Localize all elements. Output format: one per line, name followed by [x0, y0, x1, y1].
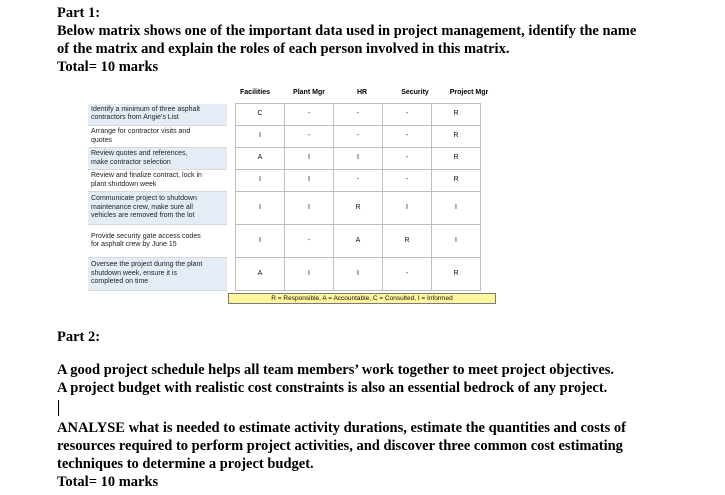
part1-total: Total= 10 marks [57, 59, 159, 75]
raci-cell: - [383, 170, 432, 192]
task-text: Arrange for contractor visits and [91, 128, 191, 135]
task-text: completed on time [91, 278, 149, 286]
spacer-cell [227, 126, 236, 148]
header-facilities: Facilities [240, 89, 270, 96]
header-project-mgr: Project Mgr [449, 89, 489, 96]
matrix-row [88, 148, 481, 170]
task-text: make contractor selection [91, 158, 171, 166]
raci-cell: - [334, 126, 383, 148]
part1-question-line-2: of the matrix and explain the roles of each person involved in this matrix. [57, 41, 510, 57]
raci-cell: I [383, 192, 432, 225]
task-text: for asphalt crew by June 15 [91, 241, 177, 248]
raci-cell: - [334, 104, 383, 126]
header-hr: HR [356, 89, 368, 96]
matrix-row [88, 258, 481, 291]
raci-cell: I [334, 258, 383, 291]
matrix-row [88, 104, 481, 126]
part1-section [57, 4, 717, 76]
raci-cell: - [285, 104, 334, 126]
raci-cell: I [285, 258, 334, 291]
task-text: contractors from Angie's List [91, 114, 179, 122]
raci-cell: R [383, 225, 432, 258]
part2-line-2: A project budget with realistic cost constraints is also an essential bedrock of any project. [57, 380, 608, 396]
raci-cell: I [236, 192, 285, 225]
raci-cell: - [383, 126, 432, 148]
raci-cell: I [285, 192, 334, 225]
raci-cell: A [236, 148, 285, 170]
task-text: plant shutdown week [91, 180, 157, 188]
raci-cell: R [334, 192, 383, 225]
part1-title: Part 1: [57, 5, 101, 21]
task-text: Review and finalize contract, lock in [91, 172, 202, 179]
raci-cell: - [383, 148, 432, 170]
raci-cell: - [285, 126, 334, 148]
raci-cell: - [383, 104, 432, 126]
task-cell [88, 148, 227, 170]
raci-cell: I [432, 192, 481, 225]
spacer-cell [227, 258, 236, 291]
part2-total: Total= 10 marks [57, 474, 159, 490]
spacer-cell [227, 104, 236, 126]
matrix-legend: R = Responsible, A = Accountable, C = Consulted, I = Informed [228, 293, 496, 304]
task-cell [88, 192, 227, 225]
task-text: Oversee the project during the plant [91, 261, 203, 269]
header-security: Security [401, 89, 429, 96]
task-text: Communicate project to shutdown [91, 195, 197, 203]
raci-cell: I [236, 126, 285, 148]
task-text: Provide security gate access codes [91, 232, 201, 240]
task-text: maintenance crew, make sure all [91, 203, 193, 211]
raci-cell: I [285, 148, 334, 170]
matrix-row [88, 192, 481, 225]
matrix-table [88, 103, 481, 291]
raci-cell: R [432, 170, 481, 192]
raci-cell: R [432, 104, 481, 126]
raci-cell: A [236, 258, 285, 291]
part2-line-5: techniques to determine a project budget. [57, 456, 314, 472]
raci-cell: I [236, 225, 285, 258]
raci-cell: I [432, 225, 481, 258]
part2-line-1: A good project schedule helps all team members’ work together to meet project objectives. [57, 362, 615, 378]
raci-cell: I [236, 170, 285, 192]
part2-title: Part 2: [57, 329, 101, 345]
task-text: vehicles are removed from the lot [91, 212, 195, 220]
raci-cell: I [285, 170, 334, 192]
raci-cell: - [334, 170, 383, 192]
matrix-row [88, 126, 481, 148]
raci-cell: R [432, 126, 481, 148]
raci-cell: A [334, 225, 383, 258]
spacer-cell [227, 192, 236, 225]
task-text: Identify a minimum of three asphalt [91, 105, 200, 113]
raci-cell: R [432, 258, 481, 291]
raci-cell: - [383, 258, 432, 291]
task-cell [88, 170, 227, 192]
task-cell [88, 258, 227, 291]
part2-section [57, 361, 717, 491]
task-cell [88, 126, 227, 148]
part1-question-line-1: Below matrix shows one of the important data used in project management, identify the name [57, 23, 637, 39]
matrix-row [88, 170, 481, 192]
task-text: quotes [91, 136, 113, 144]
header-plant-mgr: Plant Mgr [293, 89, 325, 96]
raci-cell: I [334, 148, 383, 170]
spacer-cell [227, 225, 236, 258]
matrix-header [88, 88, 498, 102]
task-text: Review quotes and references, [91, 150, 188, 157]
part2-line-4: resources required to perform project activities, and discover three common cost estimating [57, 438, 623, 454]
task-cell [88, 104, 227, 126]
spacer-cell [227, 170, 236, 192]
text-cursor [58, 400, 59, 416]
raci-cell: - [285, 225, 334, 258]
task-text: shutdown week, ensure it is [91, 269, 177, 277]
raci-cell: C [236, 104, 285, 126]
raci-cell: R [432, 148, 481, 170]
matrix-row [88, 225, 481, 258]
task-cell [88, 225, 227, 258]
part2-line-3: ANALYSE what is needed to estimate activity durations, estimate the quantities and costs of [57, 420, 626, 436]
spacer-cell [227, 148, 236, 170]
